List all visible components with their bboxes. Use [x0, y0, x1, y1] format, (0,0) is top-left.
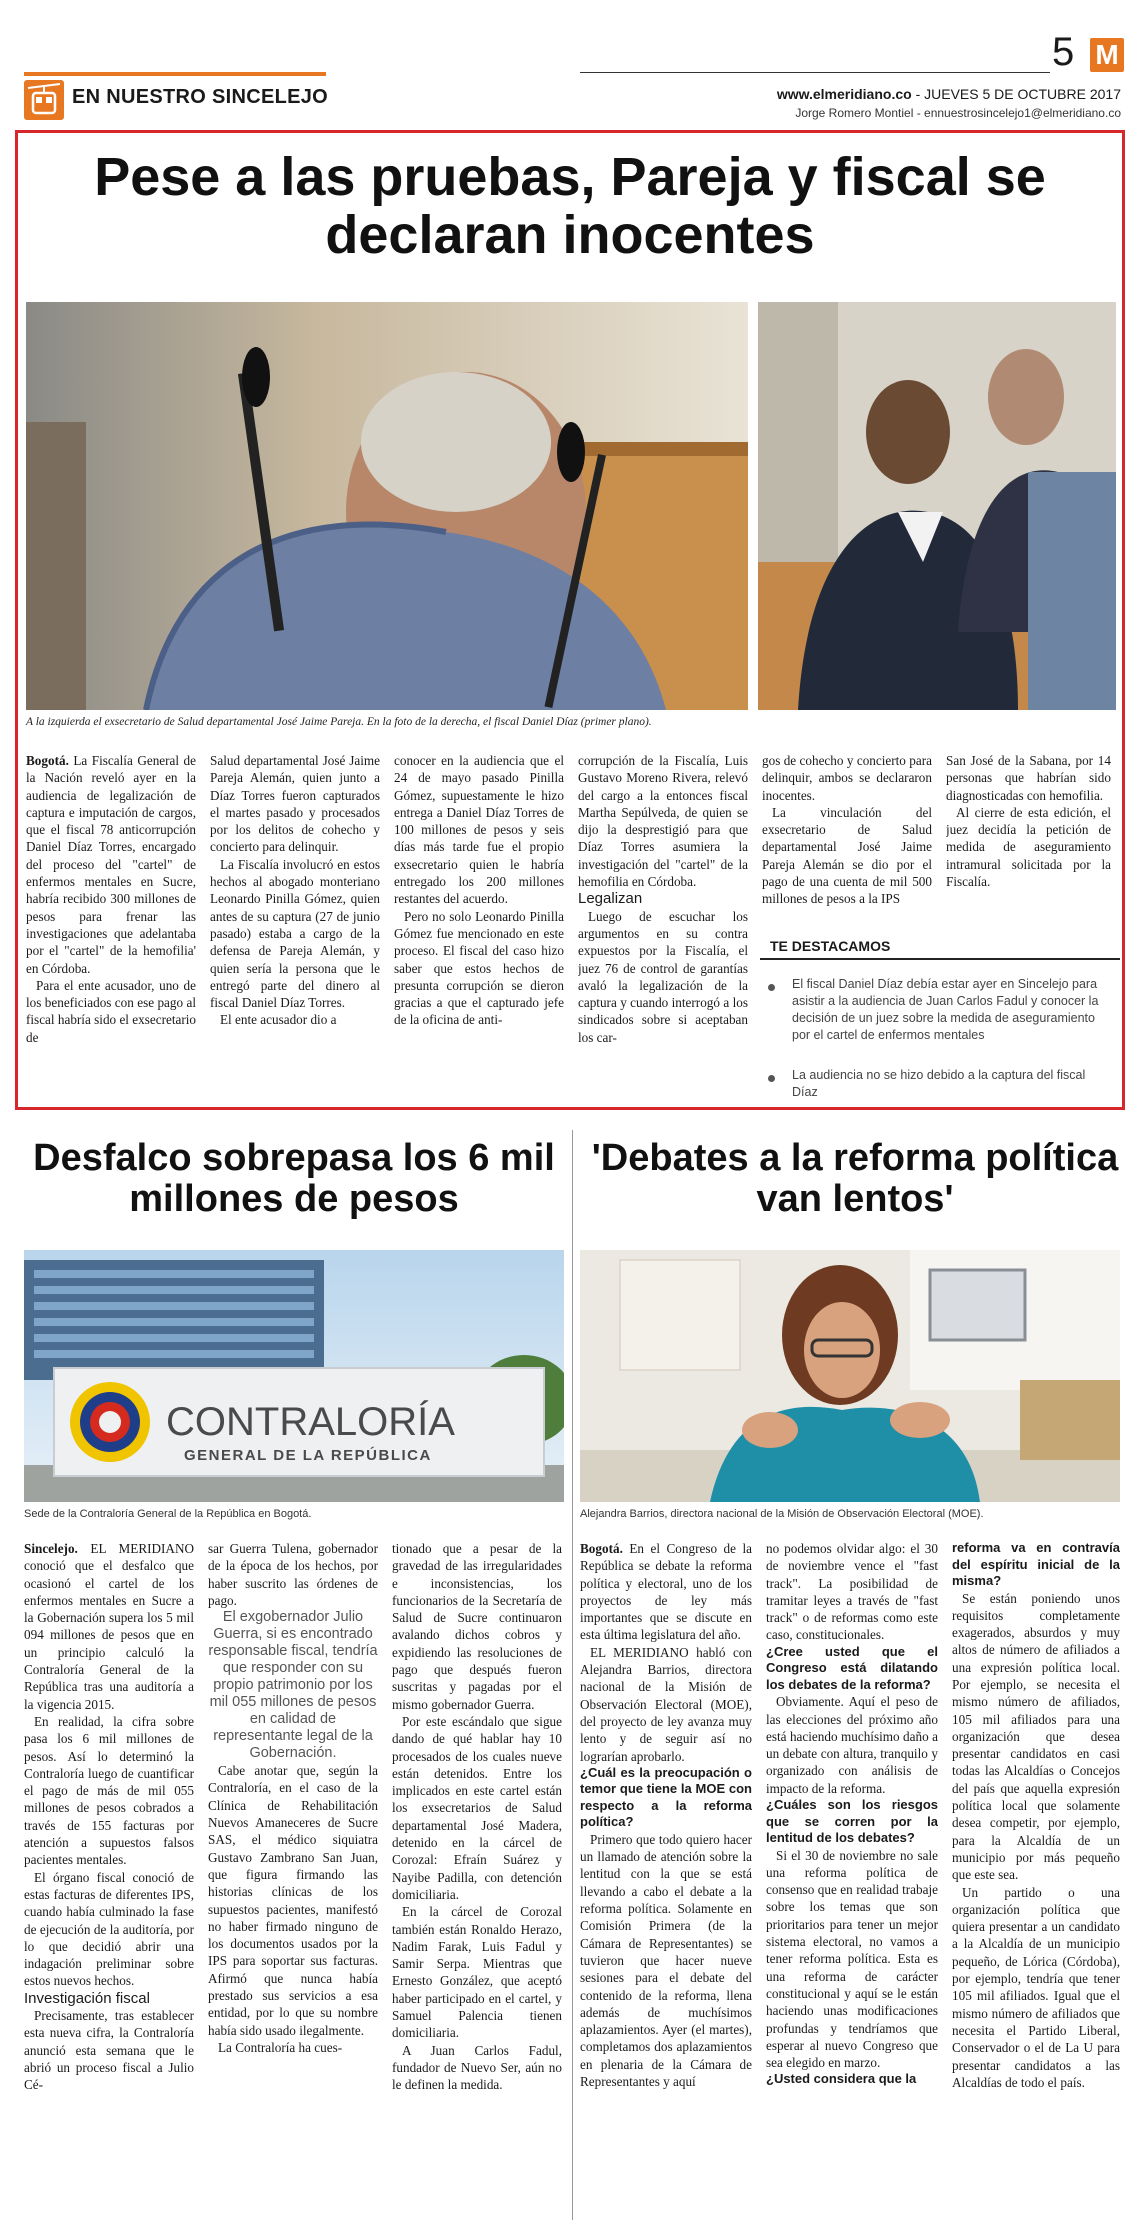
subhead-legalizan: Legalizan [578, 890, 643, 908]
interview-question-4-cont: reforma va en contravía del espíritu inicial de la misma? [952, 1540, 1120, 1588]
left-headline: Desfalco sobrepasa los 6 mil millones de pesos [33, 1137, 555, 1221]
right-col3-p2: Un partido o una organización política que quiera presentar a un candidato a la Alcaldía de un municipio pequeño, de Lórica (Córdoba), por ejemplo, tendría que tener 105 mil afiliados. Igual que el mismo número de afiliados que necesita el Partido Liberal, Conservador o el de La U para presentar candidatos a las Alcaldías de todo el país. [952, 1884, 1120, 2090]
header-rule [580, 72, 1050, 73]
left-col3-p3: En la cárcel de Corozal también están Ronaldo Herazo, Nadim Farak, Luis Fadul y Samir Serpa. Mientras que Ernesto González, que aceptó haber participado en el cartel, y Samuel Palencia tienen domiciliaria. [392, 1904, 562, 2041]
right-col2-p2: Obviamente. Aquí el peso de las elecciones del próximo año está haciendo muchísimo daño a un debate con altura, tranquilo y organizado con análisis de impacto de la reforma. [766, 1694, 938, 1796]
left-col-1 [24, 1540, 194, 2220]
te-destacamos-title: TE DESTACAMOS [770, 938, 891, 954]
dateline-bogota: Bogotá. [26, 753, 69, 768]
main-col1-text: La Fiscalía General de la Nación reveló ayer en la audiencia de legalización de captura e imputación de cargos, que el fiscal 78 anticorrupción Daniel Díaz Torres, encargado del proceso del "cartel" de enfermos mentales en Sucre, habría recibido 300 millones de pesos para frenar las investigaciones que adelantaba por el "cartel" de la hemofilia' en Córdoba. [26, 753, 196, 976]
left-col1-p1: EL MERIDIANO conoció que el desfalco que ocasionó el cartel de los enfermos mentales en Sucre a la Gobernación supera los 5 mil 094 millones de pesos que en un principio calculó la Contraloría General de la República tras una auditoría a la vigencia 2015. [24, 1541, 194, 1712]
interview-question-3: ¿Cuáles son los riesgos que se corren por la lentitud de los debates? [766, 1797, 938, 1846]
newspaper-logo: M [1090, 38, 1124, 72]
author-line: Jorge Romero Montiel - ennuestrosincelejo1@elmeridiano.co [795, 106, 1121, 120]
left-photo-caption: Sede de la Contraloría General de la República en Bogotá. [24, 1508, 312, 1520]
left-col1-p3: El órgano fiscal conoció de estas facturas de diferentes IPS, cuando había culminado la fase de ejecución de la auditoría, por lo que decidió abrir una indagación preliminar sobre estos nuevos hechos. [24, 1869, 194, 1989]
left-col-2 [208, 1540, 378, 2220]
left-col-3 [392, 1540, 562, 2220]
main-col3-p1: conocer en la audiencia que el 24 de mayo pasado Pinilla Gómez, supuestamente le hizo entrega a Daniel Díaz Torres de 100 millones de pesos y seis días más tarde fue el propio exsecretario quien le habría entregado los 200 millones restantes del acuerdo. [394, 753, 564, 907]
column-divider [572, 1130, 573, 2220]
interview-question-2: ¿Cree usted que el Congreso está dilatando los debates de la reforma? [766, 1643, 938, 1692]
issue-date: JUEVES 5 DE OCTUBRE 2017 [924, 86, 1121, 102]
right-col-3 [952, 1540, 1120, 2220]
right-col1-p3: Primero que todo quiero hacer un llamado de atención sobre la lentitud con la que se está llevando a cabo el debate a la reforma política. Solamente en Comisión Primera (de la Cámara de Representantes) se tuvieron que hacer nueve sesiones para el debate del contenido de la reforma, llena además de muchísimos aplazamientos. Ayer (el martes), completamos dos aplazamientos en plenaria de la Cámara de Representantes y aquí [580, 1831, 752, 2090]
main-col6-p2: Al cierre de esta edición, el juez decidía la petición de medida de aseguramiento intramural solicitada por la Fiscalía. [946, 804, 1111, 890]
right-col-2 [766, 1540, 938, 2220]
photo-contraloria [24, 1250, 564, 1502]
pull-quote: El exgobernador Julio Guerra, si es encontrado responsable fiscal, tendría que responder con su propio patrimonio por los mil 055 millones de pesos en calidad de representante legal de la Gobernación. [208, 1609, 378, 1762]
destacamos-item-1: El fiscal Daniel Díaz debía estar ayer en Sincelejo para asistir a la audiencia de Juan Carlos Fadul y conocer la decisión de un juez sobre la medida de aseguramiento por el cartel de enfermos mentales [792, 977, 1099, 1042]
main-col4-p1: corrupción de la Fiscalía, Luis Gustavo Moreno Rivera, relevó del cargo a la entonces fiscal Martha Sepúlveda, de quien se dijo la desprestigió para que Díaz Torres asumiera la investigación del "cartel" de la hemofilia en Córdoba. [578, 753, 748, 890]
right-col2-p3: Si el 30 de noviembre no sale una reforma política de consenso que en realidad trabaje sobre los temas que son prioritarios para tener un mejor sistema electoral, no vamos a tener reforma política. Esta es una reforma de carácter constitucional y aquí se le están haciendo unas modificaciones profundas y tendríamos que esperar al nuevo Congreso que sea elegido en marzo. [766, 1847, 938, 2071]
main-col4-p2: Luego de escuchar los argumentos en su contra expuestos por la Fiscalía, el juez 76 de control de garantías avaló la legalización de la captura y cuando interrogó a los sindicados sobre si aceptaban los car- [578, 908, 748, 1045]
right-col3-p1: Se están poniendo unos requisitos completamente exagerados, absurdos y muy altos de número de afiliados a una expresión política local. Por ejemplo, se necesita el mismo número de afiliados, 105 mil afiliados para una organización que desea presentar candidatos en casi todas las Alcaldías o Concejos del país que aquella expresión política local que solamente desea competir, por ejemplo, para la Alcaldía de un municipio por más pequeño que este sea. [952, 1590, 1120, 1883]
sign-contraloria: CONTRALORÍA [166, 1400, 455, 1444]
main-photo-caption: A la izquierda el exsecretario de Salud departamental José Jaime Pareja. En la foto de la derecha, el fiscal Daniel Díaz (primer plano). [26, 716, 652, 728]
left-col3-p2: Por este escándalo que sigue dando de qué hablar hay 10 procesados de los cuales nueve están detenidos. Entre los implicados en este cartel están los exsecretarios de Salud departamental José Madera, detenido en la cárcel de Corozal: Efraín Suárez y Nayibe Padilla, con detención domiciliaria. [392, 1713, 562, 1902]
main-col-3 [394, 752, 564, 1087]
main-col6-p1: San José de la Sabana, por 14 personas que habrían sido diagnosticadas con hemofilia. [946, 753, 1111, 803]
main-col2-p3: El ente acusador dio a [220, 1012, 337, 1028]
left-col1-p4: Precisamente, tras establecer esta nueva cifra, la Contraloría anunció esta semana que le abrió un proceso fiscal a Julio Cé- [24, 2008, 194, 2093]
main-headline: Pese a las pruebas, Pareja y fiscal se declaran inocentes [94, 147, 1046, 266]
sign-subtitle: GENERAL DE LA REPÚBLICA [184, 1447, 432, 1464]
left-col3-p1: tionado que a pesar de la gravedad de las irregularidades e inconsistencias, los funcionarios de la Secretaría de Salud de Sucre continuaron avalando dichos cobros y expidiendo las resoluciones de pago que después fueron suscritas y pagadas por el mismo gobernador Guerra. [392, 1541, 562, 1712]
interview-question-1: ¿Cuál es la preocupación o temor que tiene la MOE con respecto a la reforma política? [580, 1764, 752, 1830]
main-col2-p2: La Fiscalía involucró en estos hechos al abogado monteriano Leonardo Pinilla Gómez, quien antes de su captura (27 de junio pasado) estaba a cargo de la defensa de Pareja Alemán, y quien sería la persona que le entregó parte del dinero al fiscal Daniel Díaz Torres. [210, 856, 380, 1011]
site-url[interactable]: www.elmeridiano.co [776, 86, 912, 102]
bullet-icon [768, 984, 775, 991]
subhead-investigacion-fiscal: Investigación fiscal [24, 1989, 150, 2007]
left-col2-p1: sar Guerra Tulena, gobernador de la época de los hechos, por haber suscrito las órdenes de pago. [208, 1541, 378, 1608]
right-col2-p1: no podemos olvidar algo: el 30 de noviembre vence el "fast track". La posibilidad de tramitar leyes a través de "fast track" o de reformas como este caso, constitucionales. [766, 1541, 938, 1643]
right-photo-caption: Alejandra Barrios, directora nacional de la Misión de Observación Electoral (MOE). [580, 1508, 984, 1520]
photo-pareja [26, 302, 748, 710]
photo-fiscal-diaz [758, 302, 1116, 710]
main-col5-p1: gos de cohecho y concierto para delinquir, ambos se declararon inocentes. [762, 753, 932, 803]
main-col-4 [578, 752, 748, 1087]
page-number: 5 [1052, 30, 1075, 74]
left-col2-p3: La Contraloría ha cues- [218, 2039, 343, 2055]
right-col-1 [580, 1540, 752, 2220]
main-col2-p1: Salud departamental José Jaime Pareja Alemán, quien junto a Díaz Torres fueron capturados el martes pasado y procesados por los delitos de cohecho y concierto para delinquir. [210, 753, 380, 855]
main-col-5 [762, 752, 932, 932]
main-col-6 [946, 752, 1111, 932]
photo-alejandra-barrios [580, 1250, 1120, 1502]
section-title: EN NUESTRO SINCELEJO [72, 86, 329, 108]
dateline-bogota-2: Bogotá. [580, 1541, 623, 1556]
section-accent-bar [24, 72, 326, 76]
right-col1-p1: En el Congreso de la República se debate la reforma política y electoral, uno de los proyectos de ley más importantes que se discute en esta última legislatura del año. [580, 1541, 752, 1643]
main-col5-p2: La vinculación del exsecretario de Salud departamental José Jaime Pareja Alemán se dio por el pago de una cuenta de mil 500 millones de pesos a la IPS [762, 804, 932, 907]
te-destacamos-rule [760, 958, 1120, 960]
left-col1-p2: En realidad, la cifra sobre pasa los 6 mil millones de pesos. Así lo determinó la Contraloría luego de cuantificar el pago de más de mil 055 millones de pesos cobrados a través de 155 facturas por atención a supuestos falsos pacientes mentales. [24, 1713, 194, 1868]
main-col1-p2: Para el ente acusador, uno de los beneficiados con ese pago al fiscal habría sido el exsecretario de [26, 977, 196, 1045]
bullet-icon [768, 1075, 775, 1082]
cable-car-icon [24, 80, 64, 120]
left-col2-p2: Cabe anotar que, según la Contraloría, en el caso de la Clínica de Rehabilitación Nuevos Amaneceres de Sucre SAS, el médico siquiatra Gustavo Zambrano San Juan, que figura firmando las historias clínicas de los supuestos pacientes, manifestó no haber firmado ninguno de los documentos usados por la IPS para soportar sus facturas. Afirmó que nunca había prestado sus servicios a esa entidad, por lo que su nombre había sido usado ilegalmente. [208, 1763, 378, 2038]
left-col3-p4: A Juan Carlos Fadul, fundador de Nuevo Ser, aún no le definen la medida. [392, 2042, 562, 2093]
dateline-sincelejo: Sincelejo. [24, 1541, 78, 1556]
dateline: www.elmeridiano.co - JUEVES 5 DE OCTUBRE 2017 [776, 86, 1121, 102]
main-col3-p2: Pero no solo Leonardo Pinilla Gómez fue mencionado en este proceso. El fiscal del caso hizo saber que estos hechos de presunta corrupción se dieron gracias a que el capturado jefe de la oficina de anti- [394, 908, 564, 1028]
interview-question-4: ¿Usted considera que la [766, 2071, 917, 2087]
destacamos-item-2: La audiencia no se hizo debido a la captura del fiscal Díaz [792, 1068, 1086, 1099]
main-col-2 [210, 752, 380, 1087]
right-col1-p2: EL MERIDIANO habló con Alejandra Barrios, directora nacional de la Misión de Observación Electoral (MOE), del proyecto de ley avanza muy lento y de seguir así no lograrían aprobarlo. [580, 1644, 752, 1764]
right-headline: 'Debates a la reforma política van lentos' [591, 1137, 1119, 1221]
main-col-1 [26, 752, 196, 1087]
